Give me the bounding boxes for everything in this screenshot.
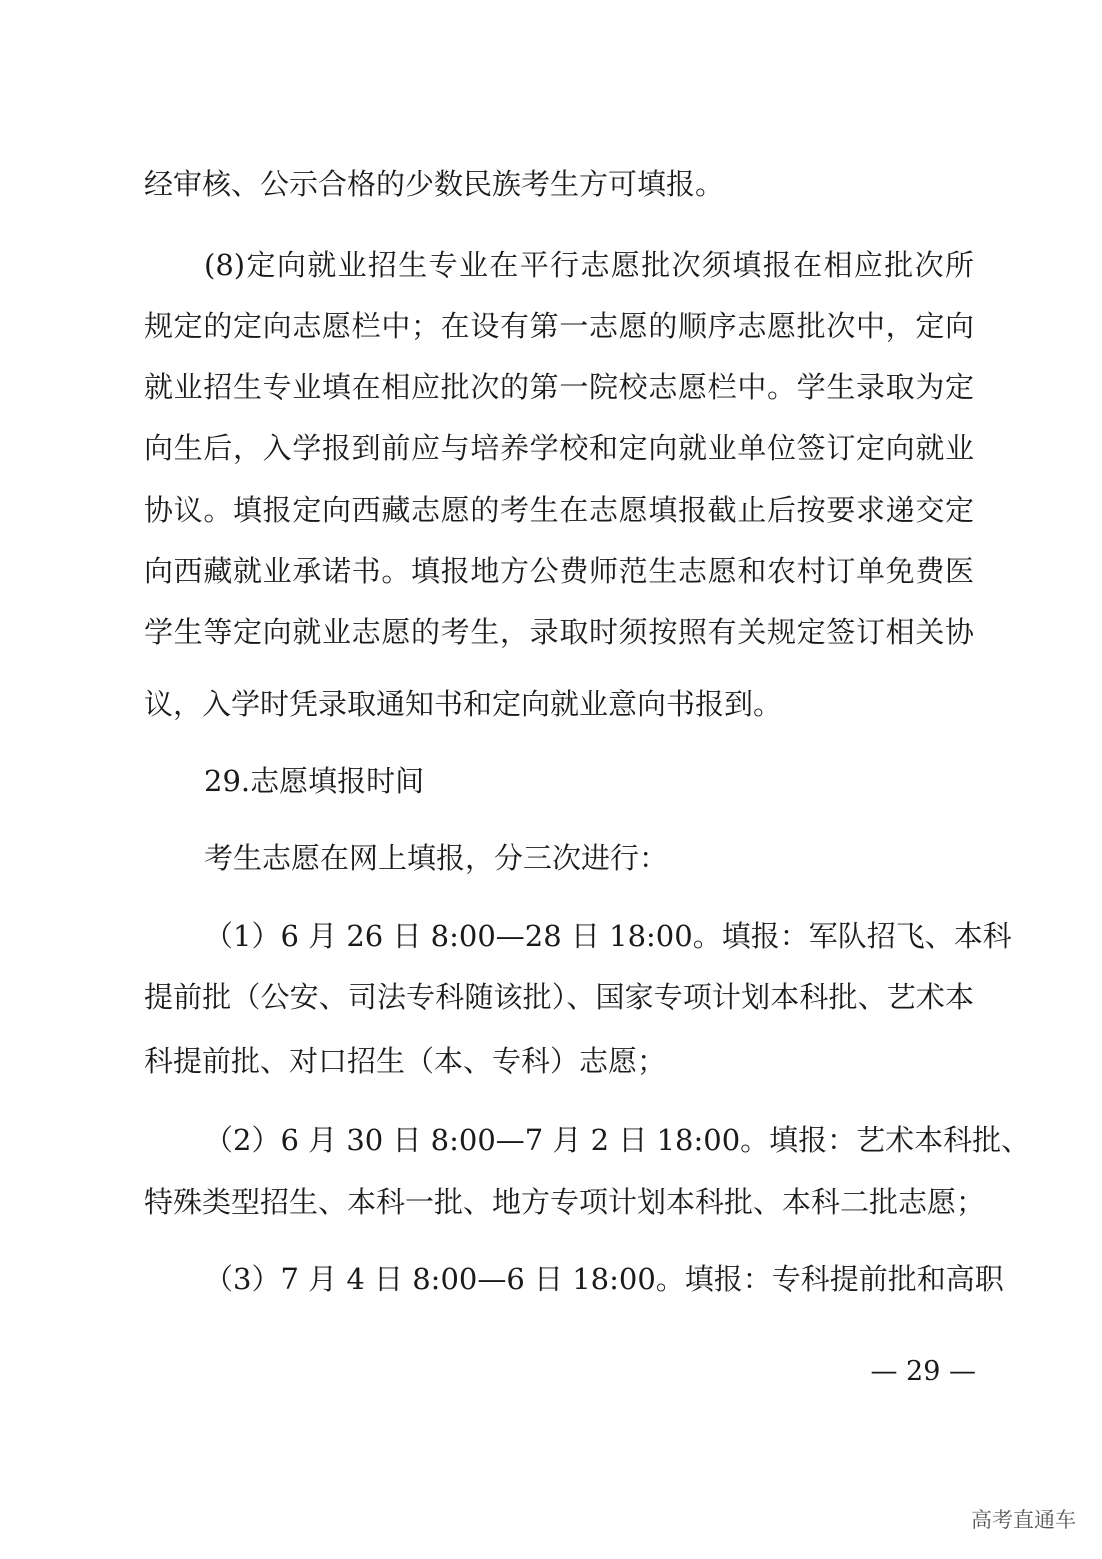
text-line-8: 学生等定向就业志愿的考生，录取时须按照有关规定签订相关协: [144, 615, 974, 649]
text-line-4: 就业招生专业填在相应批次的第一院校志愿栏中。学生录取为定: [144, 370, 974, 404]
page-number: — 29 —: [870, 1356, 976, 1387]
text-line-16: 特殊类型招生、本科一批、地方专项计划本科批、本科二批志愿；: [144, 1185, 986, 1219]
text-line-13: 提前批（公安、司法专科随该批）、国家专项计划本科批、艺术本: [144, 980, 974, 1014]
text-line-1: 经审核、公示合格的少数民族考生方可填报。: [144, 167, 725, 201]
text-line-9: 议，入学时凭录取通知书和定向就业意向书报到。: [144, 687, 783, 721]
text-line-17: （3）7 月 4 日 8:00—6 日 18:00。填报：专科提前批和高职: [204, 1262, 1004, 1296]
watermark-text: 高考直通车: [971, 1508, 1076, 1532]
text-line-6: 协议。填报定向西藏志愿的考生在志愿填报截止后按要求递交定: [144, 493, 974, 527]
text-line-3: 规定的定向志愿栏中；在设有第一志愿的顺序志愿批次中，定向: [144, 309, 974, 343]
text-line-14: 科提前批、对口招生（本、专科）志愿；: [144, 1044, 667, 1078]
text-line-2: (8)定向就业招生专业在平行志愿批次须填报在相应批次所: [204, 248, 974, 282]
text-line-12: （1）6 月 26 日 8:00—28 日 18:00。填报：军队招飞、本科: [204, 919, 1012, 953]
text-line-15: （2）6 月 30 日 8:00—7 月 2 日 18:00。填报：艺术本科批、: [204, 1123, 1031, 1157]
text-line-5: 向生后，入学报到前应与培养学校和定向就业单位签订定向就业: [144, 431, 974, 465]
text-line-11: 考生志愿在网上填报，分三次进行：: [204, 841, 669, 875]
text-line-7: 向西藏就业承诺书。填报地方公费师范生志愿和农村订单免费医: [144, 554, 974, 588]
section-heading: 29.志愿填报时间: [204, 764, 425, 798]
